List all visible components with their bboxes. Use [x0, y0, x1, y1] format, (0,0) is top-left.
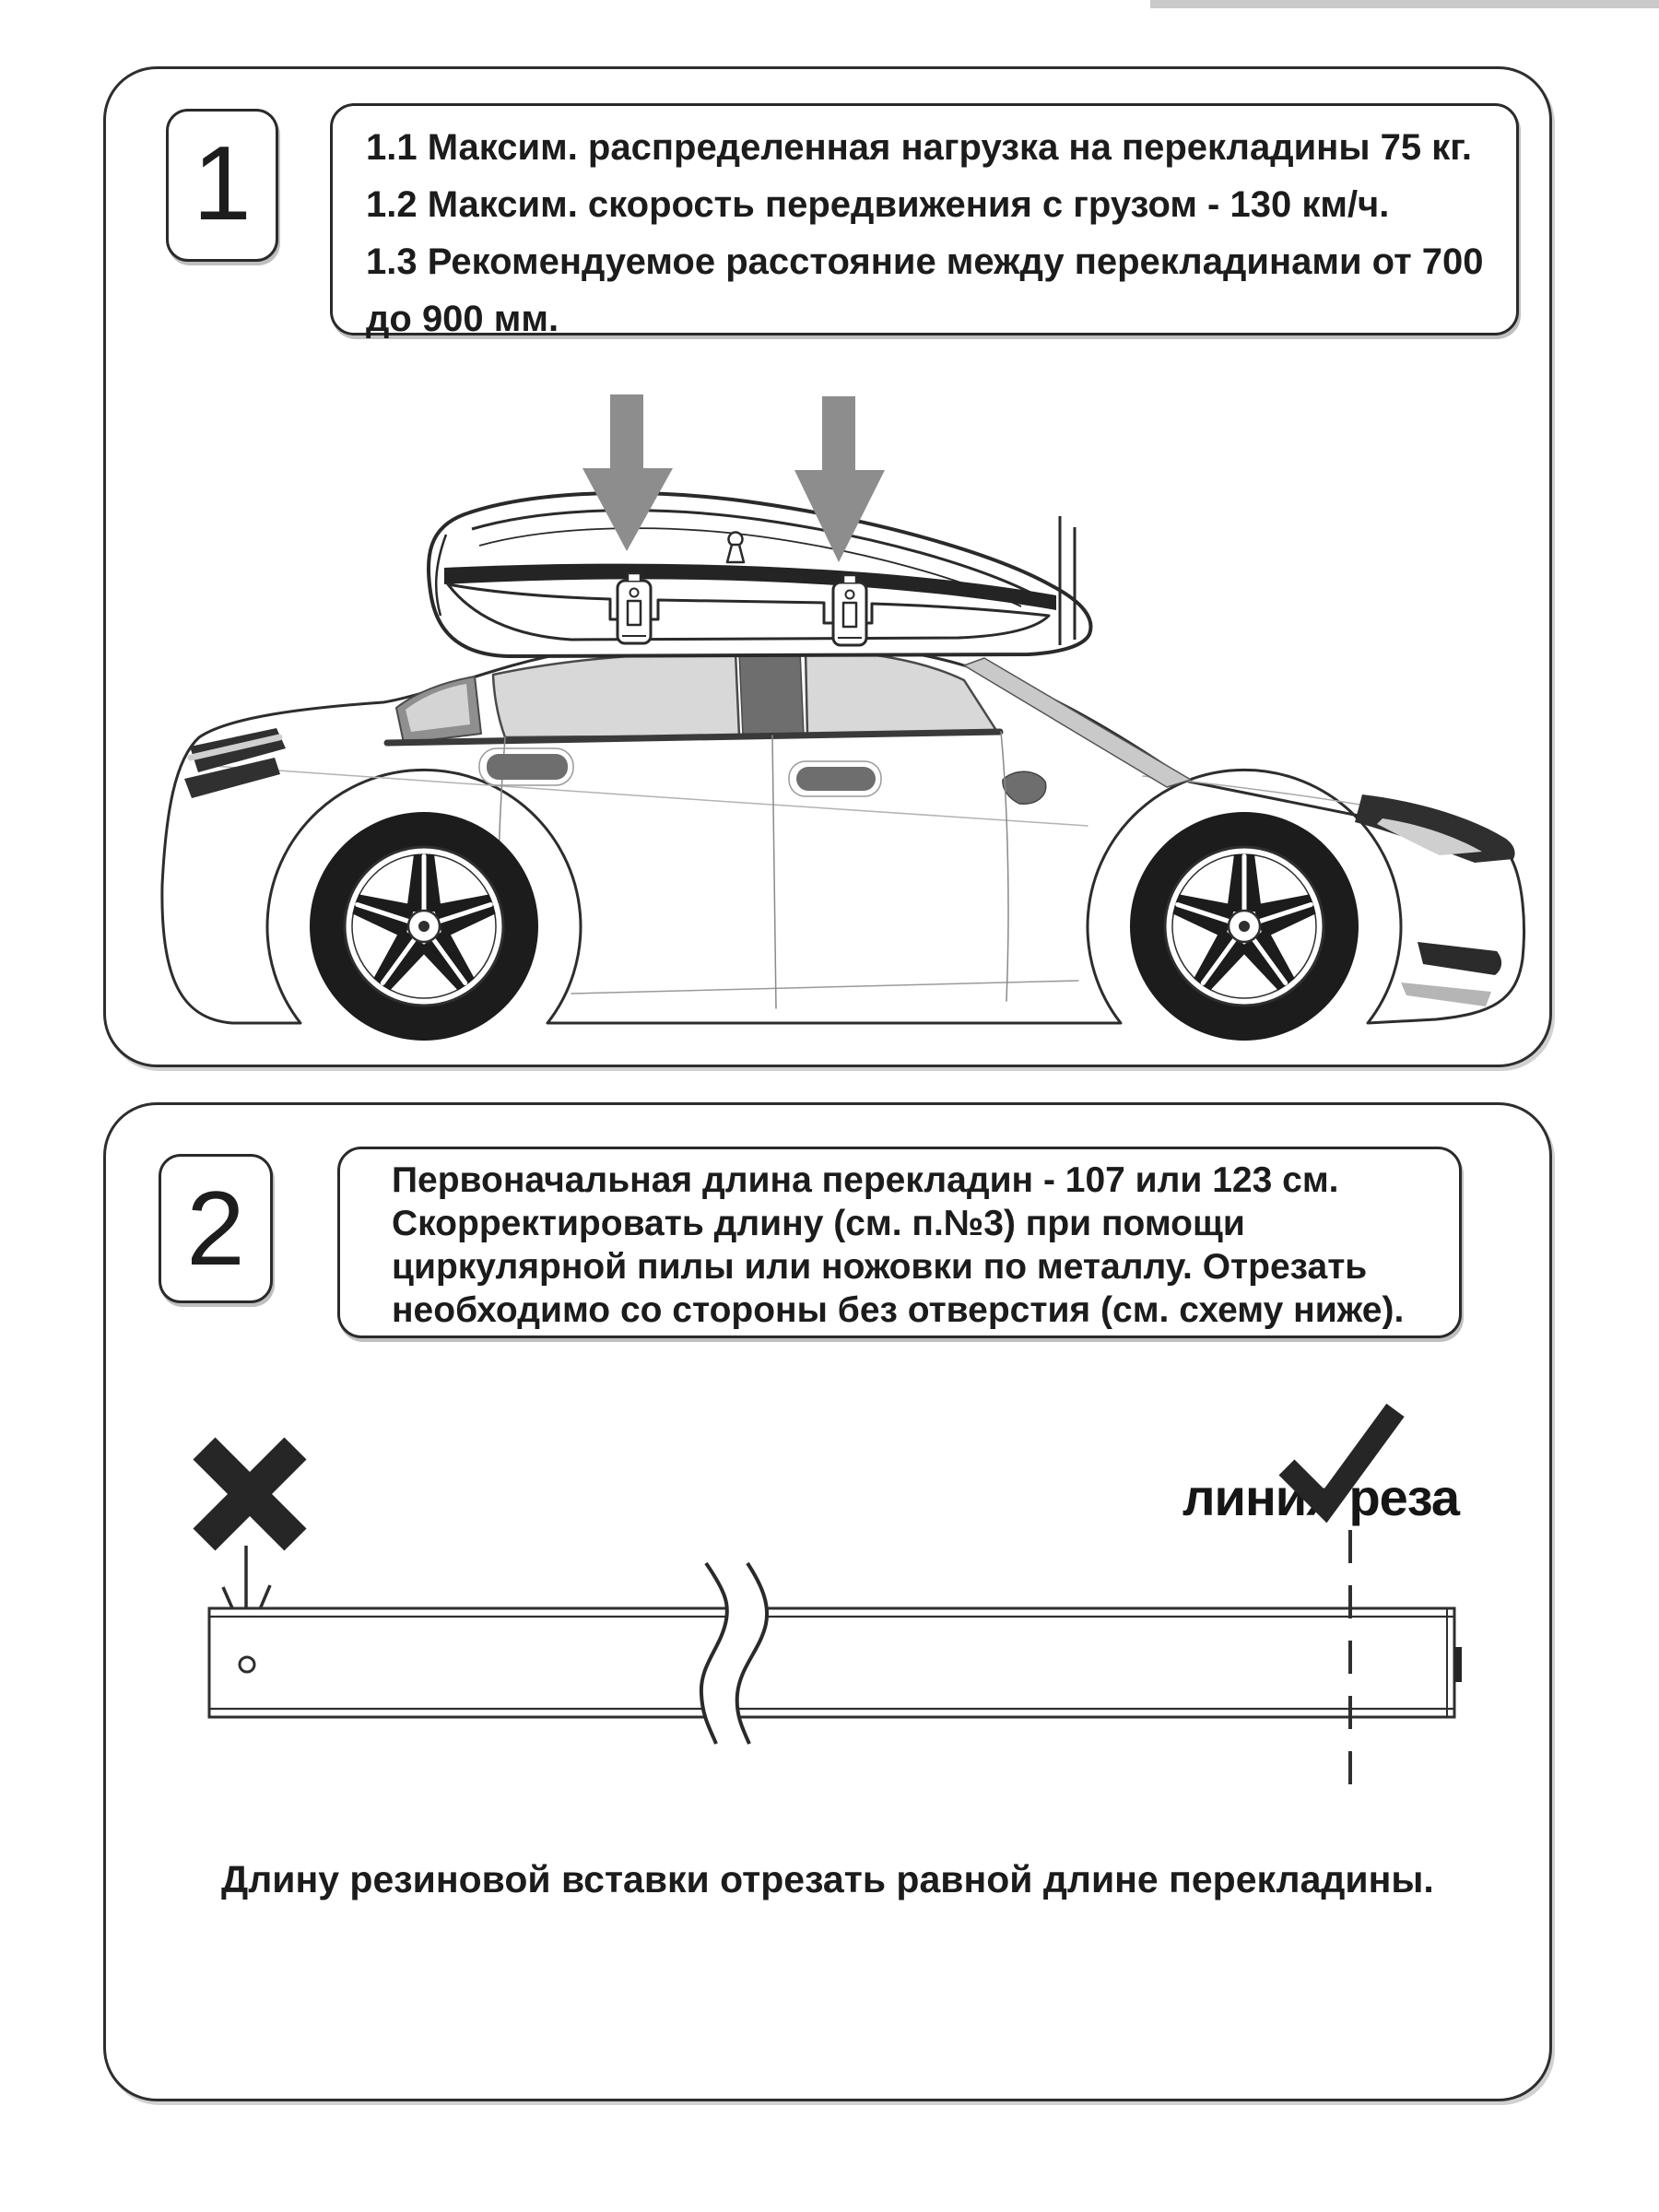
step-2-number: 2 [186, 1171, 245, 1288]
instruction-line: до 900 мм. [366, 299, 559, 339]
scan-edge-artifact [1150, 0, 1659, 8]
cut-line-label: линия реза [1182, 1468, 1460, 1526]
step-1-number-box [166, 109, 278, 262]
rubber-insert-note: Длину резиновой вставки отрезать равной длине перекладины. [221, 1858, 1434, 1900]
step-2-number-box [159, 1154, 273, 1303]
instruction-line: циркулярной пилы или ножовки по металлу. Отрезать [392, 1247, 1368, 1287]
instruction-line: 1.2 Максим. скорость передвижения с грузом - 130 км/ч. [366, 184, 1390, 225]
step-1-instructions [330, 103, 1519, 339]
instruction-line: 1.1 Максим. распределенная нагрузка на перекладины 75 кг. [366, 127, 1472, 168]
instruction-line: Скорректировать длину (см. п.№3) при помощи [392, 1204, 1245, 1243]
step-1-number: 1 [193, 125, 252, 242]
instruction-line: 1.3 Рекомендуемое расстояние между перекладинами от 700 [366, 241, 1484, 282]
instruction-line: необходимо со стороны без отверстия (см. схему ниже). [392, 1290, 1405, 1330]
step-2-instructions [337, 1147, 1462, 1338]
instruction-line: Первоначальная длина перекладин - 107 или 123 см. [392, 1160, 1339, 1200]
